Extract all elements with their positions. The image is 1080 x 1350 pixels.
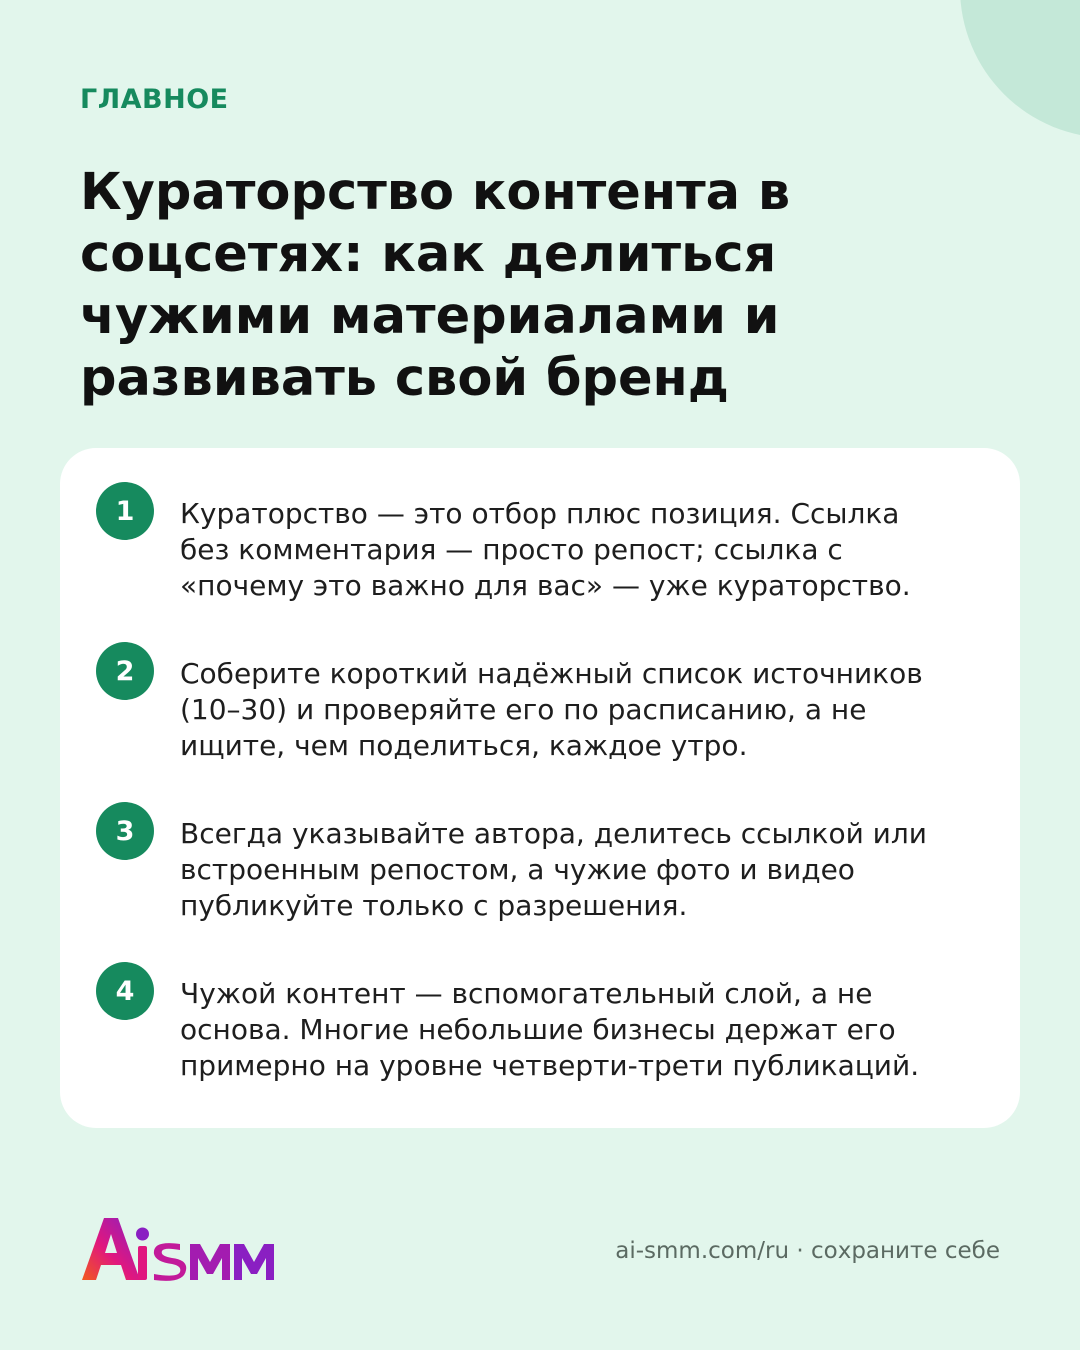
number-badge: 1 [96,482,154,540]
number-badge: 2 [96,642,154,700]
number-badge: 4 [96,962,154,1020]
number-badge: 3 [96,802,154,860]
brand-logo [80,1212,280,1287]
footer-note: ai-smm.com/ru · сохраните себе [615,1238,1000,1264]
item-text: Соберите короткий надёжный список источников (10–30) и проверяйте его по расписанию, а не ищите, чем поделиться, каждое утро. [180,657,923,762]
item-text: Всегда указывайте автора, делитесь ссылкой или встроенным репостом, а чужие фото и видео публикуйте только с разрешения. [180,817,927,922]
decorative-circle [960,0,1080,138]
section-label: ГЛАВНОЕ [80,84,229,115]
page-title: Кураторство контента в соцсетях: как делиться чужими материалами и развивать свой бренд [80,163,791,408]
item-text: Кураторство — это отбор плюс позиция. Ссылка без комментария — просто репост; ссылка с «почему это важно для вас» — уже кураторство. [180,497,911,602]
tips-card [60,448,1020,1128]
item-text: Чужой контент — вспомогательный слой, а не основа. Многие небольшие бизнесы держат его примерно на уровне четверти-трети публикаций. [180,977,920,1082]
